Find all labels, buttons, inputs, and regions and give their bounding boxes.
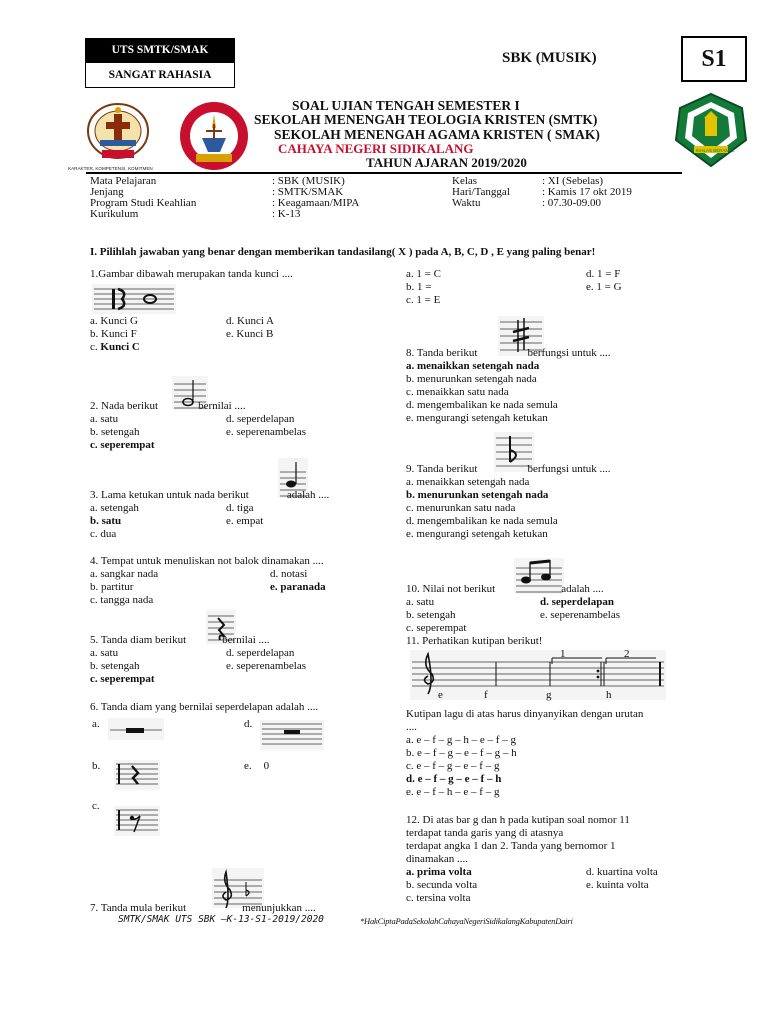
- q4-text: 4. Tempat untuk menuliskan not balok dinamakan ....: [90, 555, 324, 567]
- exam-badge: UTS SMTK/SMAK: [85, 38, 235, 62]
- header-divider: [86, 172, 682, 174]
- q5-opt-a[interactable]: a. satu: [90, 647, 119, 659]
- q11-desc: Kutipan lagu di atas harus dinyanyikan dengan urutan: [406, 708, 644, 720]
- q3-opt-d[interactable]: d. tiga: [226, 502, 254, 514]
- q6-opt-d[interactable]: d.: [244, 718, 253, 730]
- q11-desc-dots: ....: [406, 721, 417, 733]
- info-left: Mata Pelajaran : SBK (MUSIK) Jenjang : SMTK/SMAK Program Studi Keahlian : Keagamaan/MIPA Kurikulum : K-13: [90, 175, 360, 220]
- bar-label-h: h: [606, 689, 612, 701]
- q4-opt-e[interactable]: e. paranada: [270, 581, 326, 593]
- q12-text-2: terdapat tanda garis yang di atasnya: [406, 827, 564, 839]
- q6-opt-b[interactable]: b.: [92, 760, 101, 772]
- bar-label-e: e: [438, 689, 443, 701]
- q5-text: 5. Tanda diam berikut bernilai ....: [90, 634, 270, 646]
- footer-left: SMTK/SMAK UTS SBK –K-13-S1-2019/2020: [118, 914, 324, 925]
- q1-opt-a[interactable]: a. Kunci G: [90, 315, 138, 327]
- q7-opt-b[interactable]: b. 1 =: [406, 281, 432, 293]
- q10-opt-a[interactable]: a. satu: [406, 596, 435, 608]
- q7-text: 7. Tanda mula berikut menunjukkan ....: [90, 902, 316, 914]
- q7-opt-d[interactable]: d. 1 = F: [586, 268, 621, 280]
- info-right: Kelas : XI (Sebelas) Hari/Tanggal : Kamis 17 okt 2019 Waktu : 07.30-09.00: [452, 175, 632, 209]
- q10-opt-c[interactable]: c. seperempat: [406, 622, 467, 634]
- q2-opt-a[interactable]: a. satu: [90, 413, 119, 425]
- q2-text: 2. Nada berikut bernilai ....: [90, 400, 246, 412]
- q3-text: 3. Lama ketukan untuk nada berikut adalah ....: [90, 489, 330, 501]
- q7-opt-c[interactable]: c. 1 = E: [406, 294, 441, 306]
- school-logo-left: [64, 100, 172, 172]
- q9-text: 9. Tanda berikut berfungsi untuk ....: [406, 463, 611, 475]
- q8-opt-e[interactable]: e. mengurangi setengah ketukan: [406, 412, 548, 424]
- volta-2-label: 2: [624, 648, 630, 660]
- q1-opt-e[interactable]: e. Kunci B: [226, 328, 274, 340]
- q4-opt-c[interactable]: c. tangga nada: [90, 594, 154, 606]
- q2-opt-b[interactable]: b. setengah: [90, 426, 140, 438]
- q6-opt-a[interactable]: a.: [92, 718, 100, 730]
- q6-text: 6. Tanda diam yang bernilai seperdelapan adalah ....: [90, 701, 319, 713]
- q8-text: 8. Tanda berikut berfungsi untuk ....: [406, 347, 611, 359]
- q10-opt-d[interactable]: d. seperdelapan: [540, 596, 614, 608]
- q10-opt-b[interactable]: b. setengah: [406, 609, 456, 621]
- q1-text: 1.Gambar dibawah merupakan tanda kunci ....: [90, 268, 293, 280]
- q9-opt-a[interactable]: a. menaikkan setengah nada: [406, 476, 530, 488]
- q3-opt-a[interactable]: a. setengah: [90, 502, 139, 514]
- code-box: S1: [681, 36, 747, 82]
- q10-opt-e[interactable]: e. seperenambelas: [540, 609, 621, 621]
- q1-opt-c[interactable]: c. Kunci C: [90, 341, 140, 353]
- eighth-rest-figure-c: [114, 806, 160, 836]
- q9-opt-b[interactable]: b. menurunkan setengah nada: [406, 489, 549, 501]
- half-rest-figure-d: [260, 720, 324, 750]
- exam-title: SOAL UJIAN TENGAH SEMESTER I: [292, 98, 520, 113]
- ministry-logo: [672, 92, 750, 168]
- q11-opt-c[interactable]: c. e – f – g – e – f – g: [406, 760, 500, 772]
- q2-opt-e[interactable]: e. seperenambelas: [226, 426, 307, 438]
- subject-title: SBK (MUSIK): [502, 50, 597, 66]
- q3-opt-b[interactable]: b. satu: [90, 515, 122, 527]
- q1-opt-d[interactable]: d. Kunci A: [226, 315, 274, 327]
- confidential-badge: SANGAT RAHASIA: [85, 62, 235, 88]
- q5-opt-e[interactable]: e. seperenambelas: [226, 660, 307, 672]
- q11-opt-b[interactable]: b. e – f – g – e – f – g – h: [406, 747, 517, 759]
- q4-opt-a[interactable]: a. sangkar nada: [90, 568, 159, 580]
- q7-opt-a[interactable]: a. 1 = C: [406, 268, 441, 280]
- q12-opt-c[interactable]: c. tersina volta: [406, 892, 471, 904]
- q12-text-1: 12. Di atas bar g dan h pada kutipan soal nomor 11: [406, 814, 630, 826]
- q5-opt-d[interactable]: d. seperdelapan: [226, 647, 295, 659]
- school-logo-center: [172, 100, 256, 172]
- footer-right: *HakCiptaPadaSekolahCahayaNegeriSidikalangKabupatenDairi: [360, 916, 573, 926]
- q11-opt-d[interactable]: d. e – f – g – e – f – h: [406, 773, 502, 785]
- bar-label-f: f: [484, 689, 488, 701]
- q3-opt-c[interactable]: c. dua: [90, 528, 117, 540]
- school-title-smak: SEKOLAH MENENGAH AGAMA KRISTEN ( SMAK): [274, 127, 600, 142]
- q9-opt-d[interactable]: d. mengembalikan ke nada semula: [406, 515, 558, 527]
- q4-opt-b[interactable]: b. partitur: [90, 581, 134, 593]
- q9-opt-e[interactable]: e. mengurangi setengah ketukan: [406, 528, 548, 540]
- q12-opt-e[interactable]: e. kuinta volta: [586, 879, 649, 891]
- q11-text: 11. Perhatikan kutipan berikut!: [406, 635, 543, 647]
- q12-opt-d[interactable]: d. kuartina volta: [586, 866, 658, 878]
- bar-label-g: g: [546, 689, 552, 701]
- q10-text: 10. Nilai not berikut adalah ....: [406, 583, 604, 595]
- volta-1-label: 1: [560, 648, 566, 660]
- q11-opt-a[interactable]: a. e – f – g – h – e – f – g: [406, 734, 516, 746]
- q8-opt-d[interactable]: d. mengembalikan ke nada semula: [406, 399, 558, 411]
- q8-opt-c[interactable]: c. menaikkan satu nada: [406, 386, 509, 398]
- q2-opt-c[interactable]: c. seperempat: [90, 439, 155, 451]
- q6-opt-e[interactable]: e. 0: [244, 760, 270, 772]
- svg-text:KARAKTER, KOMPETENSI, KOMITMEN: KARAKTER, KOMPETENSI, KOMITMEN: [68, 166, 153, 171]
- whole-rest-figure-a: [108, 718, 164, 740]
- q12-opt-a[interactable]: a. prima volta: [406, 866, 472, 878]
- q11-opt-e[interactable]: e. e – f – h – e – f – g: [406, 786, 500, 798]
- q7-opt-e[interactable]: e. 1 = G: [586, 281, 622, 293]
- q12-opt-b[interactable]: b. secunda volta: [406, 879, 478, 891]
- q5-opt-c[interactable]: c. seperempat: [90, 673, 155, 685]
- q12-text-4: dinamakan ....: [406, 853, 469, 865]
- quarter-rest-figure-b: [114, 760, 160, 790]
- school-title-smtk: SEKOLAH MENENGAH TEOLOGIA KRISTEN (SMTK): [254, 112, 598, 127]
- q1-opt-b[interactable]: b. Kunci F: [90, 328, 137, 340]
- q9-opt-c[interactable]: c. menurunkan satu nada: [406, 502, 516, 514]
- school-name: CAHAYA NEGERI SIDIKALANG: [278, 141, 474, 156]
- q4-opt-d[interactable]: d. notasi: [270, 568, 308, 580]
- q12-text-3: terdapat angka 1 dan 2. Tanda yang bernomor 1: [406, 840, 616, 852]
- q2-opt-d[interactable]: d. seperdelapan: [226, 413, 295, 425]
- svg-text:IKHLAS BERAMAL: IKHLAS BERAMAL: [696, 148, 735, 153]
- q8-opt-a[interactable]: a. menaikkan setengah nada: [406, 360, 540, 372]
- q5-opt-b[interactable]: b. setengah: [90, 660, 140, 672]
- q3-opt-e[interactable]: e. empat: [226, 515, 264, 527]
- q6-opt-c[interactable]: c.: [92, 800, 100, 812]
- academic-year: TAHUN AJARAN 2019/2020: [366, 155, 527, 170]
- q8-opt-b[interactable]: b. menurunkan setengah nada: [406, 373, 537, 385]
- instruction: I. Pilihlah jawaban yang benar dengan memberikan tandasilang( X ) pada A, B, C, D , E yang paling benar!: [90, 246, 596, 258]
- c-clef-figure: [92, 284, 176, 314]
